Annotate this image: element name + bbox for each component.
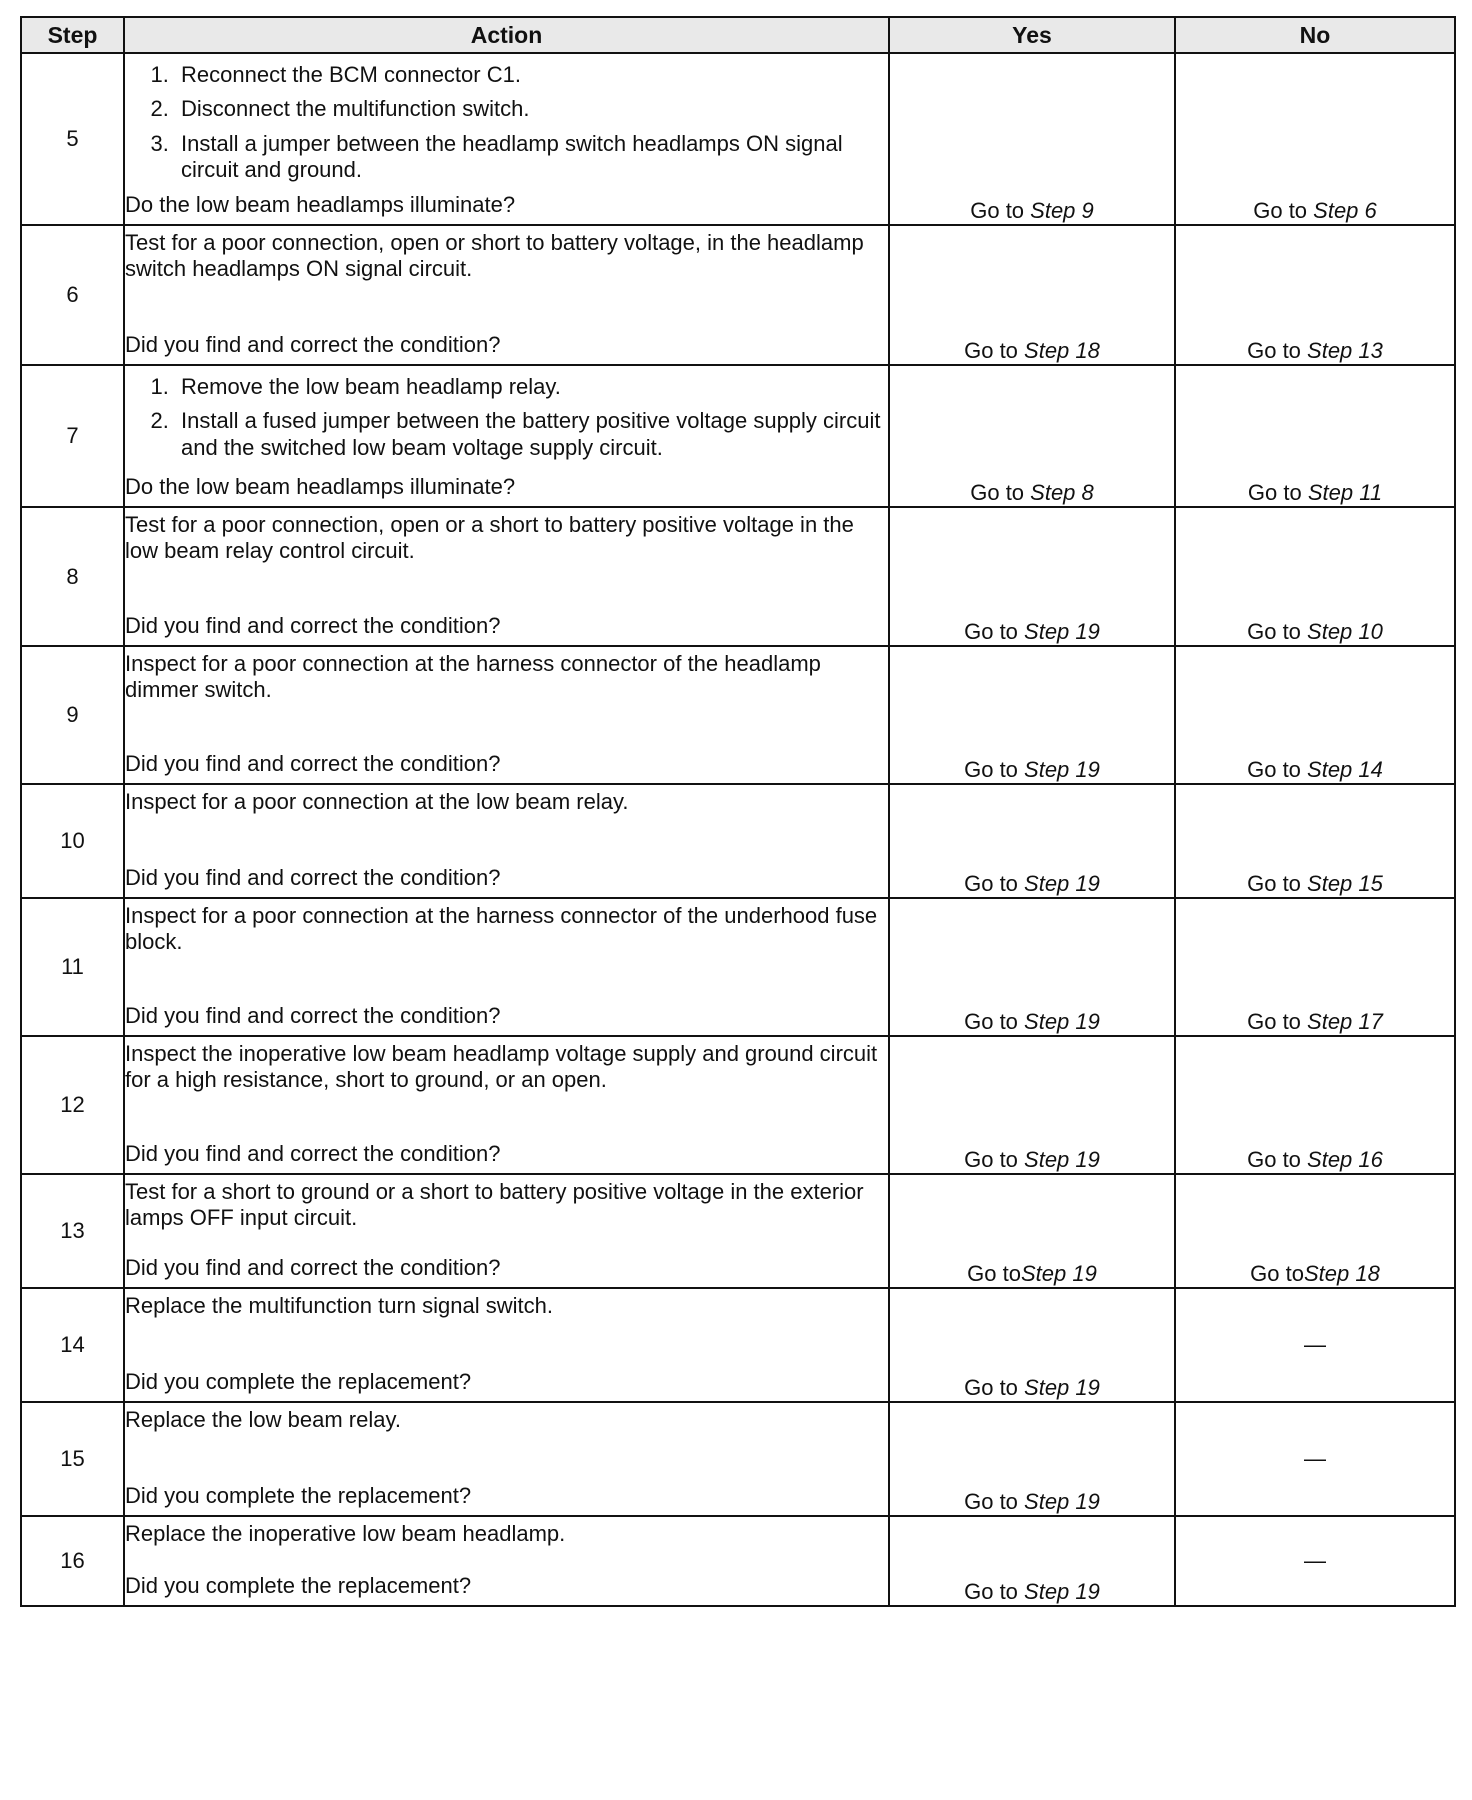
step-number: 15	[21, 1402, 124, 1516]
table-row	[21, 365, 1455, 507]
step-number: 11	[21, 898, 124, 1036]
yes-prefix: Go to	[964, 1579, 1025, 1604]
table-row	[21, 1516, 1455, 1606]
table-row	[21, 784, 1455, 898]
yes-prefix: Go to	[964, 1489, 1025, 1514]
procedure-item: 2. Install a fused jumper between the battery positive voltage supply circuit and the switched low beam voltage supply circuit.	[175, 408, 888, 461]
step-number: 16	[21, 1516, 124, 1606]
action-text: Inspect for a poor connection at the harness connector of the underhood fuse block.	[125, 903, 878, 955]
no-step-link[interactable]: Step 17	[1307, 1009, 1383, 1034]
action-question: Did you find and correct the condition?	[125, 864, 501, 890]
no-step-link[interactable]: Step 16	[1307, 1147, 1383, 1172]
yes-step-link[interactable]: Step 8	[1030, 480, 1094, 505]
no-dash: —	[1304, 1446, 1326, 1471]
action-body	[125, 1289, 888, 1319]
table-row	[21, 1036, 1455, 1174]
yes-prefix: Go to	[970, 198, 1031, 223]
no-prefix: Go to	[1253, 198, 1314, 223]
action-question: Did you complete the replacement?	[125, 1482, 472, 1508]
yes-result	[889, 898, 1175, 1036]
table-row	[21, 1402, 1455, 1516]
action-text: Test for a short to ground or a short to battery positive voltage in the exterior lamps OFF input circuit.	[125, 1179, 864, 1231]
action-content	[125, 1175, 888, 1287]
yes-prefix: Go to	[970, 480, 1031, 505]
yes-step-link[interactable]: Step 19	[1024, 1375, 1100, 1400]
step-number: 5	[21, 53, 124, 225]
table-header-row	[21, 17, 1455, 53]
diagnostic-table	[20, 16, 1456, 1607]
table-body	[21, 53, 1455, 1606]
no-step-link[interactable]: Step 15	[1307, 871, 1383, 896]
no-step-link[interactable]: Step 14	[1307, 757, 1383, 782]
action-question: Did you find and correct the condition?	[125, 1140, 501, 1166]
yes-prefix: Go to	[964, 338, 1025, 363]
table-row	[21, 1174, 1455, 1288]
action-text: Replace the low beam relay.	[125, 1407, 401, 1432]
procedure-item: 1. Remove the low beam headlamp relay.	[175, 374, 888, 400]
header-action: Action	[124, 17, 889, 53]
step-number: 10	[21, 784, 124, 898]
yes-prefix: Go to	[964, 757, 1025, 782]
action-content	[125, 785, 888, 897]
table-row	[21, 225, 1455, 365]
action-question: Did you find and correct the condition?	[125, 1002, 501, 1028]
yes-result	[889, 225, 1175, 365]
table-row	[21, 898, 1455, 1036]
header-no: No	[1175, 17, 1455, 53]
action-body	[125, 508, 888, 565]
diagnostic-document	[20, 16, 1454, 1607]
action-content	[125, 54, 888, 224]
no-step-link[interactable]: Step 10	[1307, 619, 1383, 644]
step-number: 14	[21, 1288, 124, 1402]
yes-result	[889, 1402, 1175, 1516]
no-result	[1175, 1036, 1455, 1174]
action-cell	[124, 225, 889, 365]
no-step-link[interactable]: Step 13	[1307, 338, 1383, 363]
action-cell	[124, 507, 889, 646]
no-prefix: Go to	[1247, 1009, 1308, 1034]
yes-step-link[interactable]: Step 18	[1024, 338, 1100, 363]
action-cell	[124, 784, 889, 898]
action-cell	[124, 1174, 889, 1288]
action-content	[125, 508, 888, 645]
yes-result	[889, 784, 1175, 898]
yes-prefix: Go to	[964, 1147, 1025, 1172]
action-body	[125, 366, 888, 469]
action-question: Did you complete the replacement?	[125, 1368, 472, 1394]
action-content	[125, 226, 888, 364]
action-cell	[124, 1402, 889, 1516]
action-content	[125, 1037, 888, 1173]
action-text: Inspect for a poor connection at the harness connector of the headlamp dimmer switch.	[125, 651, 821, 703]
action-content	[125, 1403, 888, 1515]
action-body	[125, 899, 888, 956]
action-question: Do the low beam headlamps illuminate?	[125, 191, 516, 217]
yes-result	[889, 646, 1175, 784]
action-cell	[124, 1288, 889, 1402]
yes-result	[889, 1516, 1175, 1606]
header-step: Step	[21, 17, 124, 53]
action-body	[125, 1403, 888, 1433]
action-body	[125, 785, 888, 815]
procedure-item: 2. Disconnect the multifunction switch.	[175, 96, 888, 122]
yes-prefix: Go to	[964, 1009, 1025, 1034]
no-result	[1175, 1174, 1455, 1288]
yes-step-link[interactable]: Step 19	[1020, 1261, 1097, 1286]
procedure-item: 3. Install a jumper between the headlamp switch headlamps ON signal circuit and ground.	[175, 131, 888, 184]
no-dash: —	[1304, 1332, 1326, 1357]
no-result	[1175, 365, 1455, 507]
yes-step-link[interactable]: Step 19	[1024, 757, 1100, 782]
procedure-list	[125, 62, 888, 184]
action-body	[125, 54, 888, 192]
table-row	[21, 1288, 1455, 1402]
action-body	[125, 1037, 888, 1094]
action-text: Test for a poor connection, open or a short to battery positive voltage in the low beam relay control circuit.	[125, 512, 854, 564]
yes-step-link[interactable]: Step 19	[1024, 1009, 1100, 1034]
action-content	[125, 366, 888, 506]
yes-step-link[interactable]: Step 19	[1024, 1489, 1100, 1514]
action-content	[125, 647, 888, 783]
step-number: 7	[21, 365, 124, 507]
yes-prefix: Go to	[964, 1375, 1025, 1400]
no-result	[1175, 53, 1455, 225]
yes-result	[889, 1288, 1175, 1402]
no-prefix: Go to	[1247, 757, 1308, 782]
no-result	[1175, 1516, 1455, 1606]
yes-prefix: Go to	[967, 1261, 1021, 1286]
action-text: Replace the multifunction turn signal switch.	[125, 1293, 553, 1318]
action-text: Replace the inoperative low beam headlamp.	[125, 1521, 566, 1546]
action-cell	[124, 898, 889, 1036]
yes-step-link[interactable]: Step 19	[1024, 1579, 1100, 1604]
yes-step-link[interactable]: Step 19	[1024, 871, 1100, 896]
no-result	[1175, 507, 1455, 646]
action-body	[125, 1175, 888, 1232]
no-result	[1175, 1288, 1455, 1402]
action-cell	[124, 646, 889, 784]
no-result	[1175, 225, 1455, 365]
table-row	[21, 53, 1455, 225]
no-result	[1175, 646, 1455, 784]
action-text: Inspect the inoperative low beam headlamp voltage supply and ground circuit for a high resistance, short to ground, or an open.	[125, 1041, 878, 1093]
action-body	[125, 1517, 888, 1547]
yes-result	[889, 365, 1175, 507]
table-row	[21, 646, 1455, 784]
action-text: Test for a poor connection, open or short to battery voltage, in the headlamp switch headlamps ON signal circuit.	[125, 230, 864, 282]
yes-result	[889, 53, 1175, 225]
no-step-link[interactable]: Step 6	[1313, 198, 1377, 223]
action-question: Did you find and correct the condition?	[125, 331, 501, 357]
no-result	[1175, 784, 1455, 898]
step-number: 9	[21, 646, 124, 784]
no-prefix: Go to	[1247, 871, 1308, 896]
action-question: Did you complete the replacement?	[125, 1572, 472, 1598]
yes-result	[889, 507, 1175, 646]
action-content	[125, 899, 888, 1035]
action-cell	[124, 365, 889, 507]
header-yes: Yes	[889, 17, 1175, 53]
no-dash: —	[1304, 1548, 1326, 1573]
procedure-list	[125, 374, 888, 461]
no-result	[1175, 898, 1455, 1036]
action-text: Inspect for a poor connection at the low beam relay.	[125, 789, 629, 814]
action-question: Did you find and correct the condition?	[125, 1254, 501, 1280]
step-number: 8	[21, 507, 124, 646]
yes-result	[889, 1036, 1175, 1174]
action-content	[125, 1517, 888, 1605]
yes-result	[889, 1174, 1175, 1288]
no-prefix: Go to	[1247, 480, 1308, 505]
step-number: 12	[21, 1036, 124, 1174]
yes-prefix: Go to	[964, 619, 1025, 644]
yes-step-link[interactable]: Step 9	[1030, 198, 1094, 223]
action-cell	[124, 1036, 889, 1174]
action-question: Did you find and correct the condition?	[125, 612, 501, 638]
table-row	[21, 507, 1455, 646]
yes-step-link[interactable]: Step 19	[1024, 1147, 1100, 1172]
yes-prefix: Go to	[964, 871, 1025, 896]
no-prefix: Go to	[1250, 1261, 1304, 1286]
action-body	[125, 226, 888, 283]
no-prefix: Go to	[1247, 1147, 1308, 1172]
no-step-link[interactable]: Step 11	[1307, 480, 1383, 505]
yes-step-link[interactable]: Step 19	[1024, 619, 1100, 644]
step-number: 13	[21, 1174, 124, 1288]
action-content	[125, 1289, 888, 1401]
no-prefix: Go to	[1247, 338, 1308, 363]
action-cell	[124, 1516, 889, 1606]
no-step-link[interactable]: Step 18	[1303, 1261, 1380, 1286]
action-question: Do the low beam headlamps illuminate?	[125, 473, 516, 499]
action-question: Did you find and correct the condition?	[125, 750, 501, 776]
step-number: 6	[21, 225, 124, 365]
procedure-item: 1. Reconnect the BCM connector C1.	[175, 62, 888, 88]
no-result	[1175, 1402, 1455, 1516]
no-prefix: Go to	[1247, 619, 1308, 644]
action-cell	[124, 53, 889, 225]
action-body	[125, 647, 888, 704]
